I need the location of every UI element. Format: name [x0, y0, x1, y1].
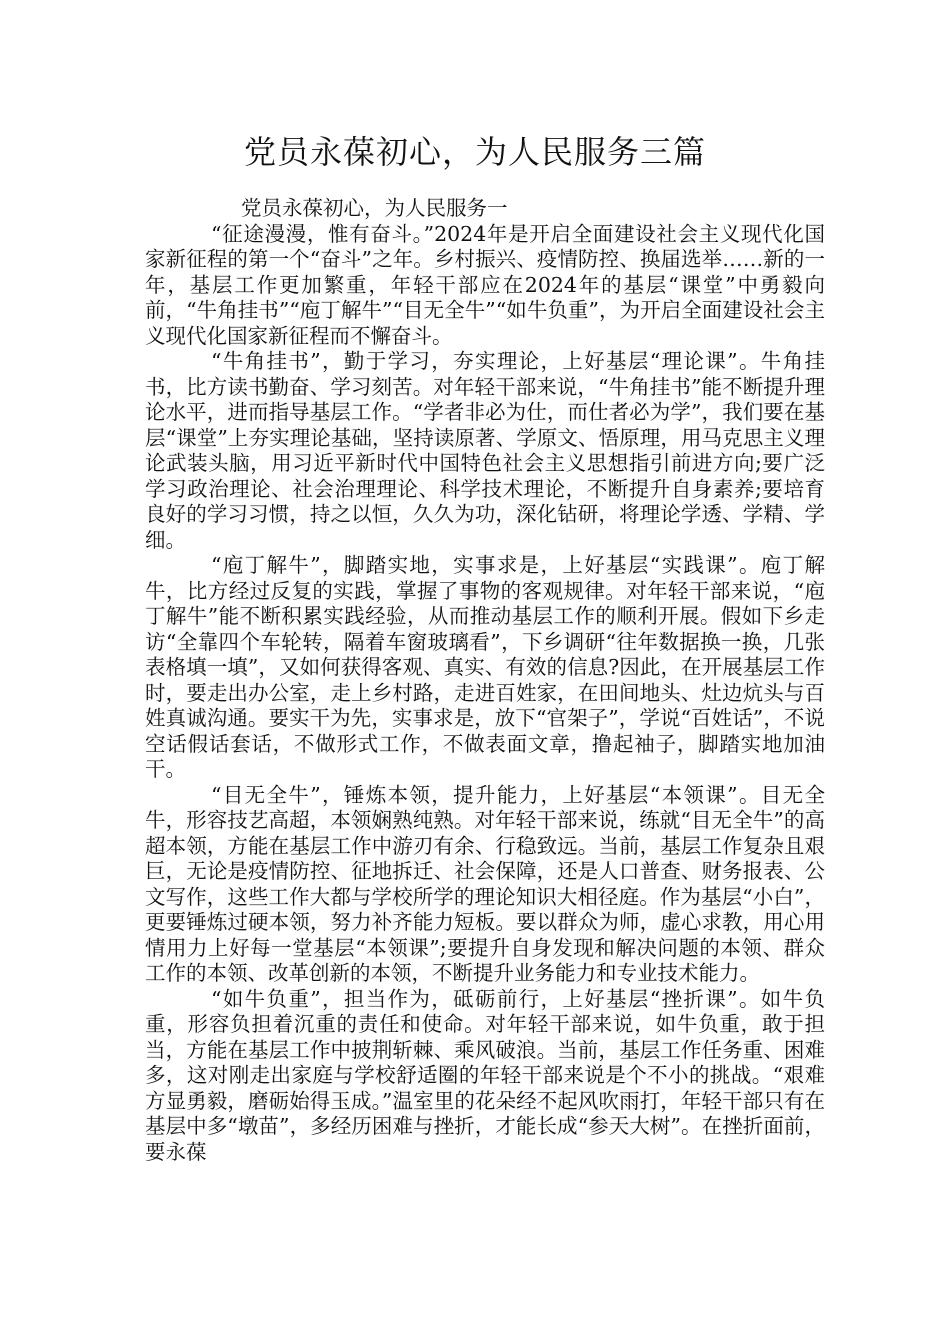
section-heading: 党员永葆初心，为人民服务一	[241, 196, 508, 220]
paragraph-theory: “牛角挂书”，勤于学习，夯实理论，上好基层“理论课”。牛角挂书，比方读书勤奋、学习刻苦。对年轻干部来说，“牛角挂书”能不断提升理论水平，进而指导基层工作。“学者非必为仕，而仕者必为学”，我们要在基层“课堂”上夯实理论基础，坚持读原著、学原文、悟原理，用马克思主义理论武装头脑，用习近平新时代中国特色社会主义思想指引前进方向;要广泛学习政治理论、社会治理理论、科学技术理论，不断提升自身素养;要培育良好的学习习惯，持之以恒，久久为功，深化钻研，将理论学透、学精、学细。	[145, 349, 825, 552]
paragraph-intro: “征途漫漫，惟有奋斗。”2024年是开启全面建设社会主义现代化国家新征程的第一个“奋斗”之年。乡村振兴、疫情防控、换届选举……新的一年，基层工作更加繁重，年轻干部应在2024年的基层“课堂”中勇毅向前，“牛角挂书”“庖丁解牛”“目无全牛”“如牛负重”，为开启全面建设社会主义现代化国家新征程而不懈奋斗。	[145, 221, 825, 348]
document-body	[145, 196, 825, 1165]
paragraph-practice: “庖丁解牛”，脚踏实地，实事求是，上好基层“实践课”。庖丁解牛，比方经过反复的实践，掌握了事物的客观规律。对年轻干部来说，“庖丁解牛”能不断积累实践经验，从而推动基层工作的顺利开展。假如下乡走访“全靠四个车轮转，隔着车窗玻璃看”，下乡调研“往年数据换一换，几张表格填一填”，又如何获得客观、真实、有效的信息?因此，在开展基层工作时，要走出办公室，走上乡村路，走进百姓家，在田间地头、灶边炕头与百姓真诚沟通。要实干为先，实事求是，放下“官架子”，学说“百姓话”，不说空话假话套话，不做形式工作，不做表面文章，撸起袖子，脚踏实地加油干。	[145, 553, 825, 781]
paragraph-skills: “目无全牛”，锤炼本领，提升能力，上好基层“本领课”。目无全牛，形容技艺高超，本领娴熟纯熟。对年轻干部来说，练就“目无全牛”的高超本领，方能在基层工作中游刃有余、行稳致远。当前，基层工作复杂且艰巨，无论是疫情防控、征地拆迁、社会保障，还是人口普查、财务报表、公文写作，这些工作大都与学校所学的理论知识大相径庭。作为基层“小白”，更要锤炼过硬本领，努力补齐能力短板。要以群众为师，虚心求教，用心用情用力上好每一堂基层“本领课”;要提升自身发现和解决问题的本领、群众工作的本领、改革创新的本领，不断提升业务能力和专业技术能力。	[145, 782, 825, 985]
document-title: 党员永葆初心，为人民服务三篇	[243, 133, 706, 171]
paragraph-setback: “如牛负重”，担当作为，砥砺前行，上好基层“挫折课”。如牛负重，形容负担着沉重的责任和使命。对年轻干部来说，如牛负重，敢于担当，方能在基层工作中披荆斩棘、乘风破浪。当前，基层工作任务重、困难多，这对刚走出家庭与学校舒适圈的年轻干部来说是个不小的挑战。“艰难方显勇毅，磨砺始得玉成。”温室里的花朵经不起风吹雨打，年轻干部只有在基层中多“墩苗”，多经历困难与挫折，才能长成“参天大树”。在挫折面前，要永葆	[145, 986, 825, 1164]
